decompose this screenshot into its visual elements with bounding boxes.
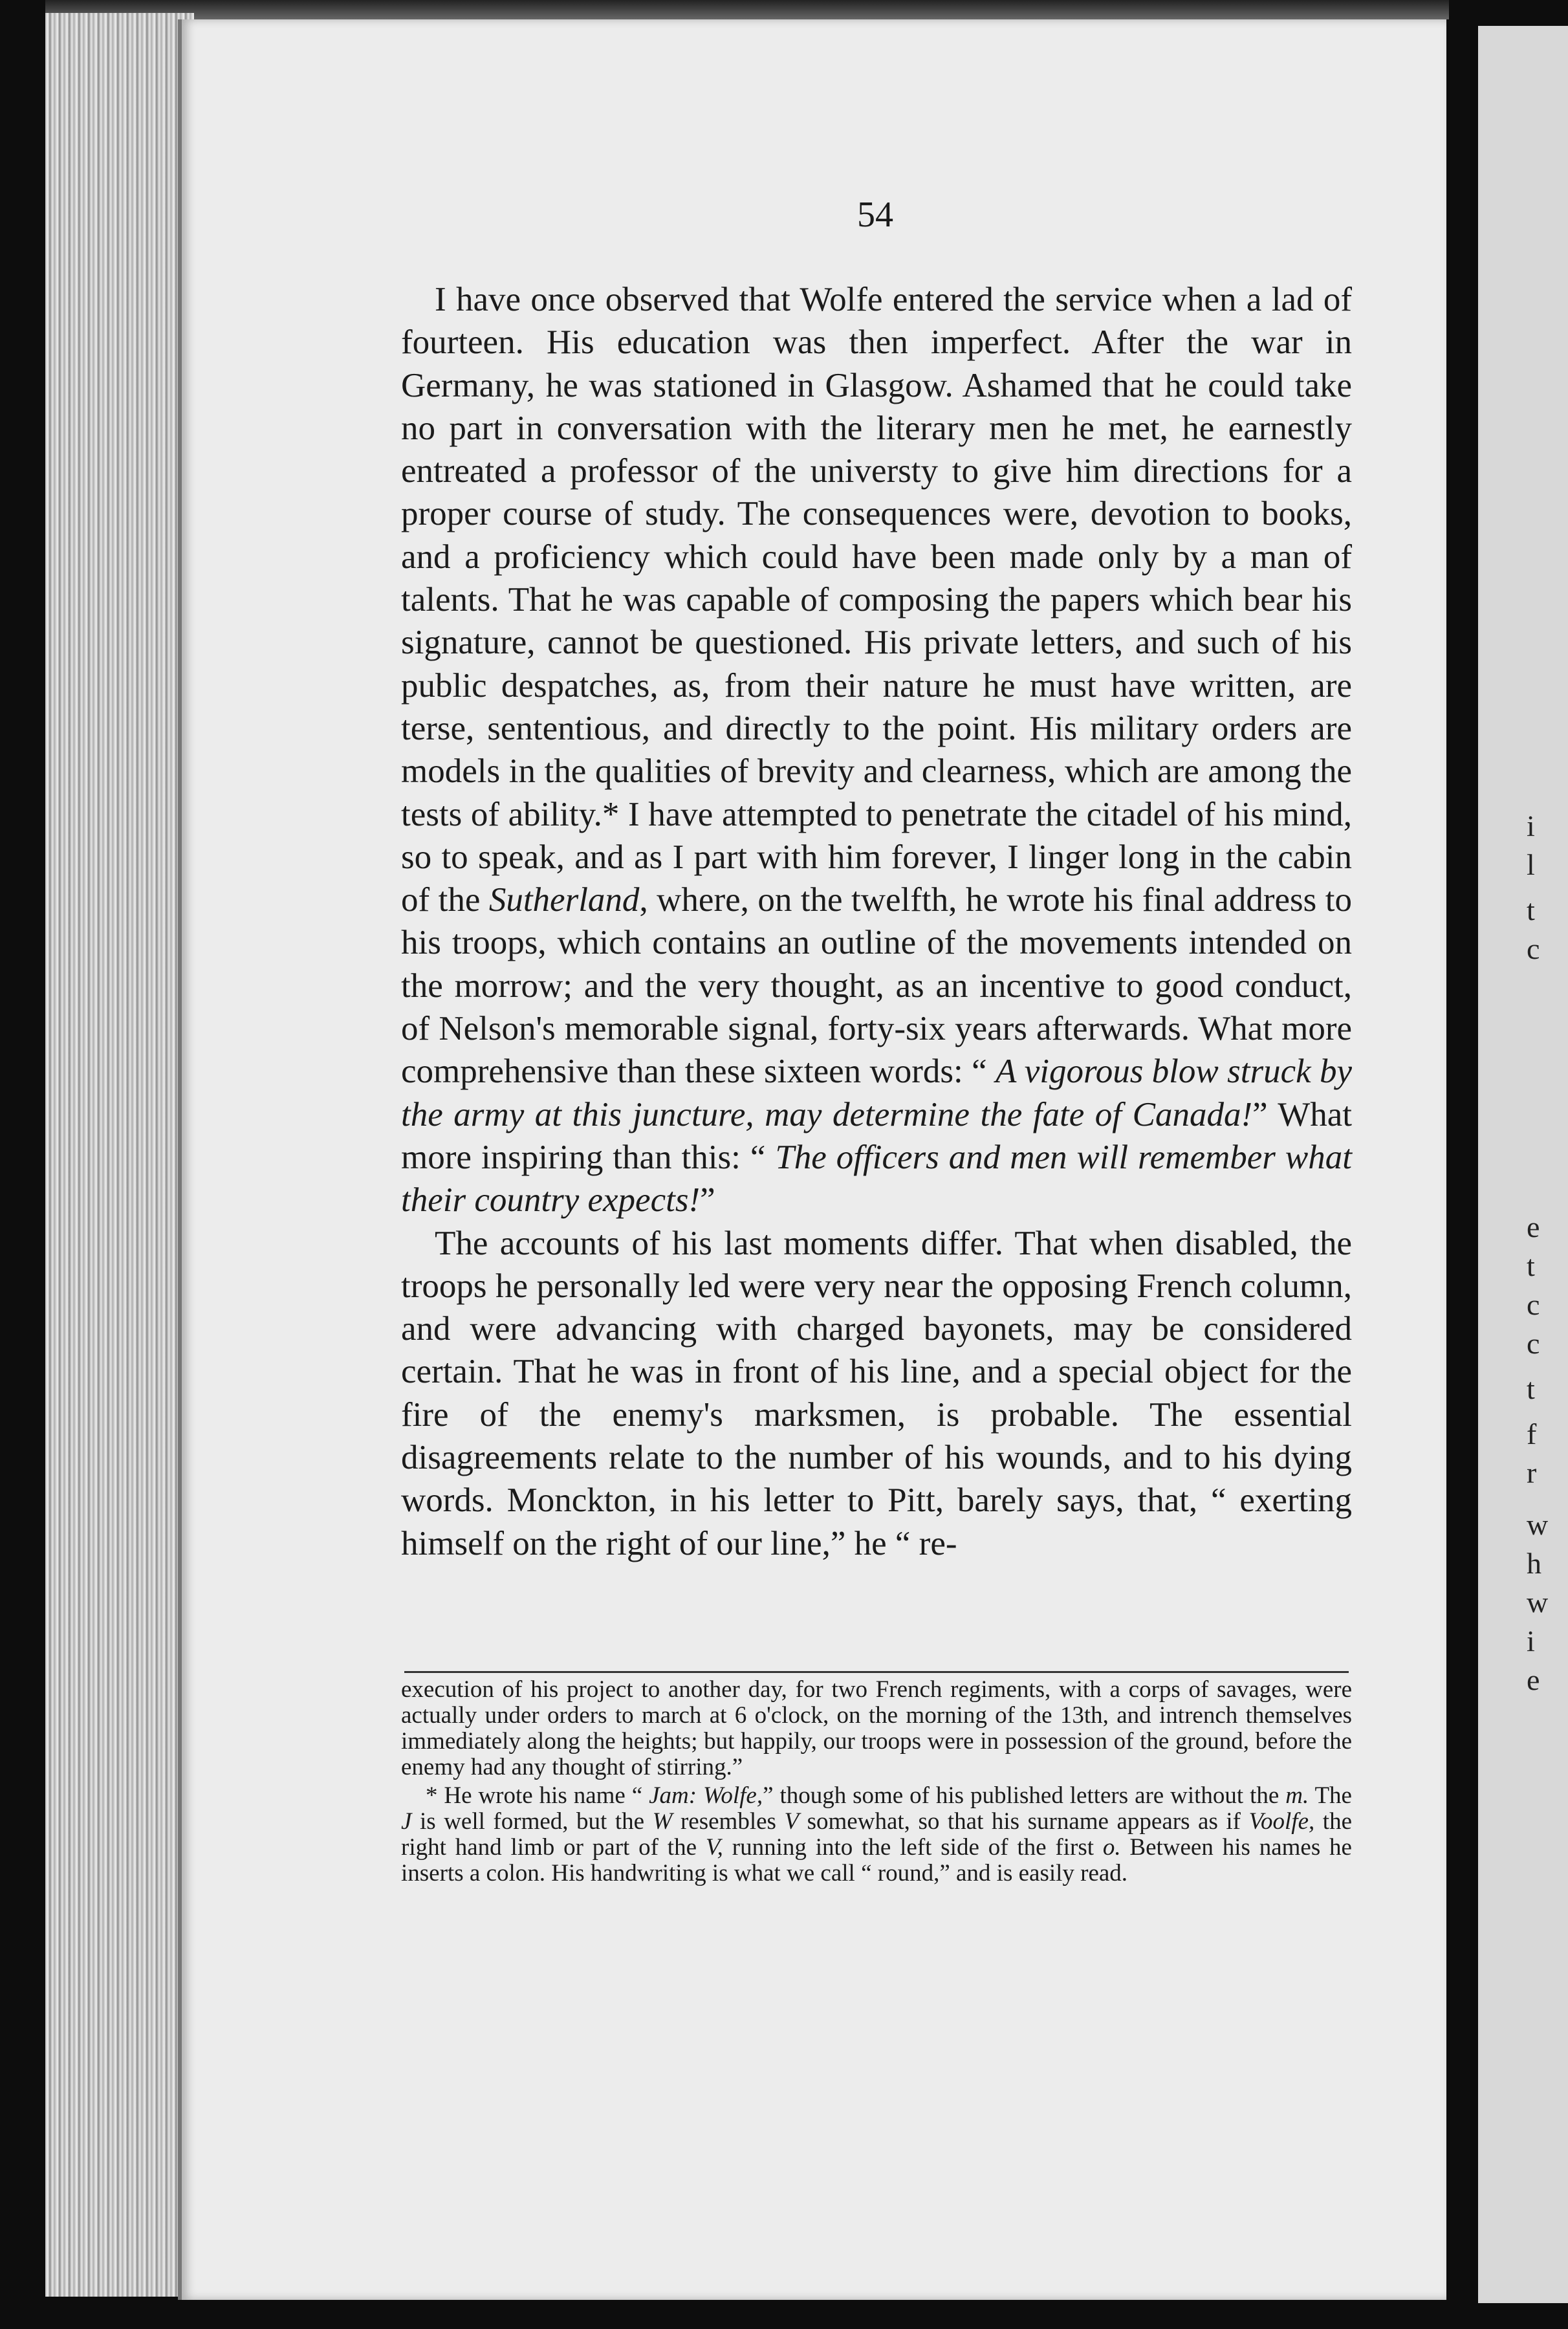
facing-page-letter: l xyxy=(1527,848,1535,881)
footnote-2 xyxy=(401,1783,1352,1886)
footnote-2-run: The xyxy=(1309,1782,1352,1809)
footnote-2-run: J xyxy=(401,1808,412,1835)
footnote-2-run: running into the left side of the first xyxy=(723,1834,1103,1861)
facing-page-letter: h xyxy=(1527,1547,1541,1580)
footnote-2-run: somewhat, so that his surname appears as if xyxy=(799,1808,1249,1835)
paragraph-1-run: Sutherland xyxy=(488,881,640,919)
facing-page-letter: i xyxy=(1527,1624,1535,1657)
footnote-2-run: * He wrote his name “ xyxy=(426,1782,649,1809)
paragraph-1-run: The officers and men will remember what their country expects! xyxy=(401,1138,1352,1219)
facing-page-letter: t xyxy=(1527,1249,1535,1282)
footnote-2-run: the right hand limb or part of the xyxy=(401,1808,1353,1861)
facing-page-letter: w xyxy=(1527,1586,1549,1619)
facing-page-letter: e xyxy=(1527,1663,1540,1696)
footnote-2-run: Jam: Wolfe, xyxy=(649,1782,763,1809)
facing-page-letter: c xyxy=(1527,1327,1540,1360)
footnote-2-run: W xyxy=(652,1808,673,1835)
facing-page-letter: t xyxy=(1527,893,1535,926)
facing-page-letter: w xyxy=(1527,1508,1549,1541)
paragraph-2-run: The accounts of his last moments differ. That when disabled, the troops he personally led were very near the opposing French column, and were advancing with charged bayonets, may be considered certain. That he was in front of his line, and a special object for the fire of the enemy's marksmen, is probable. The essential disagreements relate to the number of his wounds, and to his dying words. Monckton, in his letter to Pitt, barely says, that, “ exerting himself on the right of our line,” he “ re- xyxy=(401,1224,1352,1562)
page-edge-stack xyxy=(45,13,194,2297)
footnote-2-run: resembles xyxy=(672,1808,785,1835)
footnote-1-run: execution of his project to another day, for two French regiments, with a corps of savages, were actually under orders to march at 6 o'clock, on the morning of the 13th, and intrench themselves immediately along the heights; but happily, our troops were in possession of the ground, before the enemy had any thought of stirring.” xyxy=(401,1676,1352,1780)
footnote-1 xyxy=(401,1677,1352,1780)
footnote-rule xyxy=(404,1671,1349,1673)
scan-top-edge xyxy=(45,0,1449,19)
facing-page-letter: e xyxy=(1527,1210,1540,1243)
paragraph-1 xyxy=(401,278,1352,1222)
paragraph-1-run: ” What more inspiring than this: “ xyxy=(401,1095,1352,1176)
footnote-2-run: m. xyxy=(1285,1782,1309,1809)
facing-page-letter: c xyxy=(1527,1288,1540,1321)
facing-page-letter: f xyxy=(1527,1417,1537,1450)
paragraph-1-run: I have once observed that Wolfe entered the service when a lad of fourteen. His education was then imperfect. After the war in Germany, he was stationed in Glasgow. Ashamed that he could take no part in conversation with the literary men he met, he earnestly entreated a professor of the universty to give him directions for a proper course of study. The consequences were, devotion to books, and a proficiency which could have been made only by a man of talents. That he was capable of composing the papers which bear his signature, cannot be questioned. His private letters, and such of his public despatches, as, from their nature he must have written, are terse, sententious, and directly to the point. His military orders are models in the qualities of brevity and clearness, which are among the tests of ability.* I have attempted to penetrate the citadel of his mind, so to speak, and as I part with him forever, I linger long in the cabin of the xyxy=(401,281,1352,919)
paragraph-1-run: ” xyxy=(700,1181,715,1219)
footnotes xyxy=(401,1677,1352,1886)
footnote-2-run: Between his names he inserts a colon. His handwriting is what we call “ round,” and is easily read. xyxy=(401,1834,1352,1886)
page-number: 54 xyxy=(857,195,893,235)
facing-page-letter: r xyxy=(1527,1456,1537,1489)
body-text xyxy=(401,278,1352,1565)
facing-page-letter: i xyxy=(1527,809,1535,842)
footnote-2-run: is well formed, but the xyxy=(411,1808,653,1835)
paragraph-1-run: , where, on the twelfth, he wrote his final address to his troops, which contains an outline of the movements intended on the morrow; and the very thought, as an incentive to good conduct, of Nelson's memorable signal, forty-six years afterwards. What more comprehensive than these sixteen words: “ xyxy=(401,881,1352,1091)
facing-page-sliver xyxy=(1478,26,1568,2303)
paragraph-1-run: A vigorous blow struck by the army at this juncture, may determine the fate of Canada! xyxy=(401,1053,1353,1133)
footnote-2-run: o. xyxy=(1102,1834,1121,1861)
footnote-2-run: V, xyxy=(705,1834,723,1861)
facing-page-letter: c xyxy=(1527,932,1540,965)
paragraph-2 xyxy=(401,1222,1352,1565)
footnote-2-run: V xyxy=(784,1808,800,1835)
footnote-2-run: ” though some of his published letters are without the xyxy=(763,1782,1286,1809)
facing-page-letter: t xyxy=(1527,1372,1535,1405)
footnote-2-run: Voolfe, xyxy=(1248,1808,1315,1835)
